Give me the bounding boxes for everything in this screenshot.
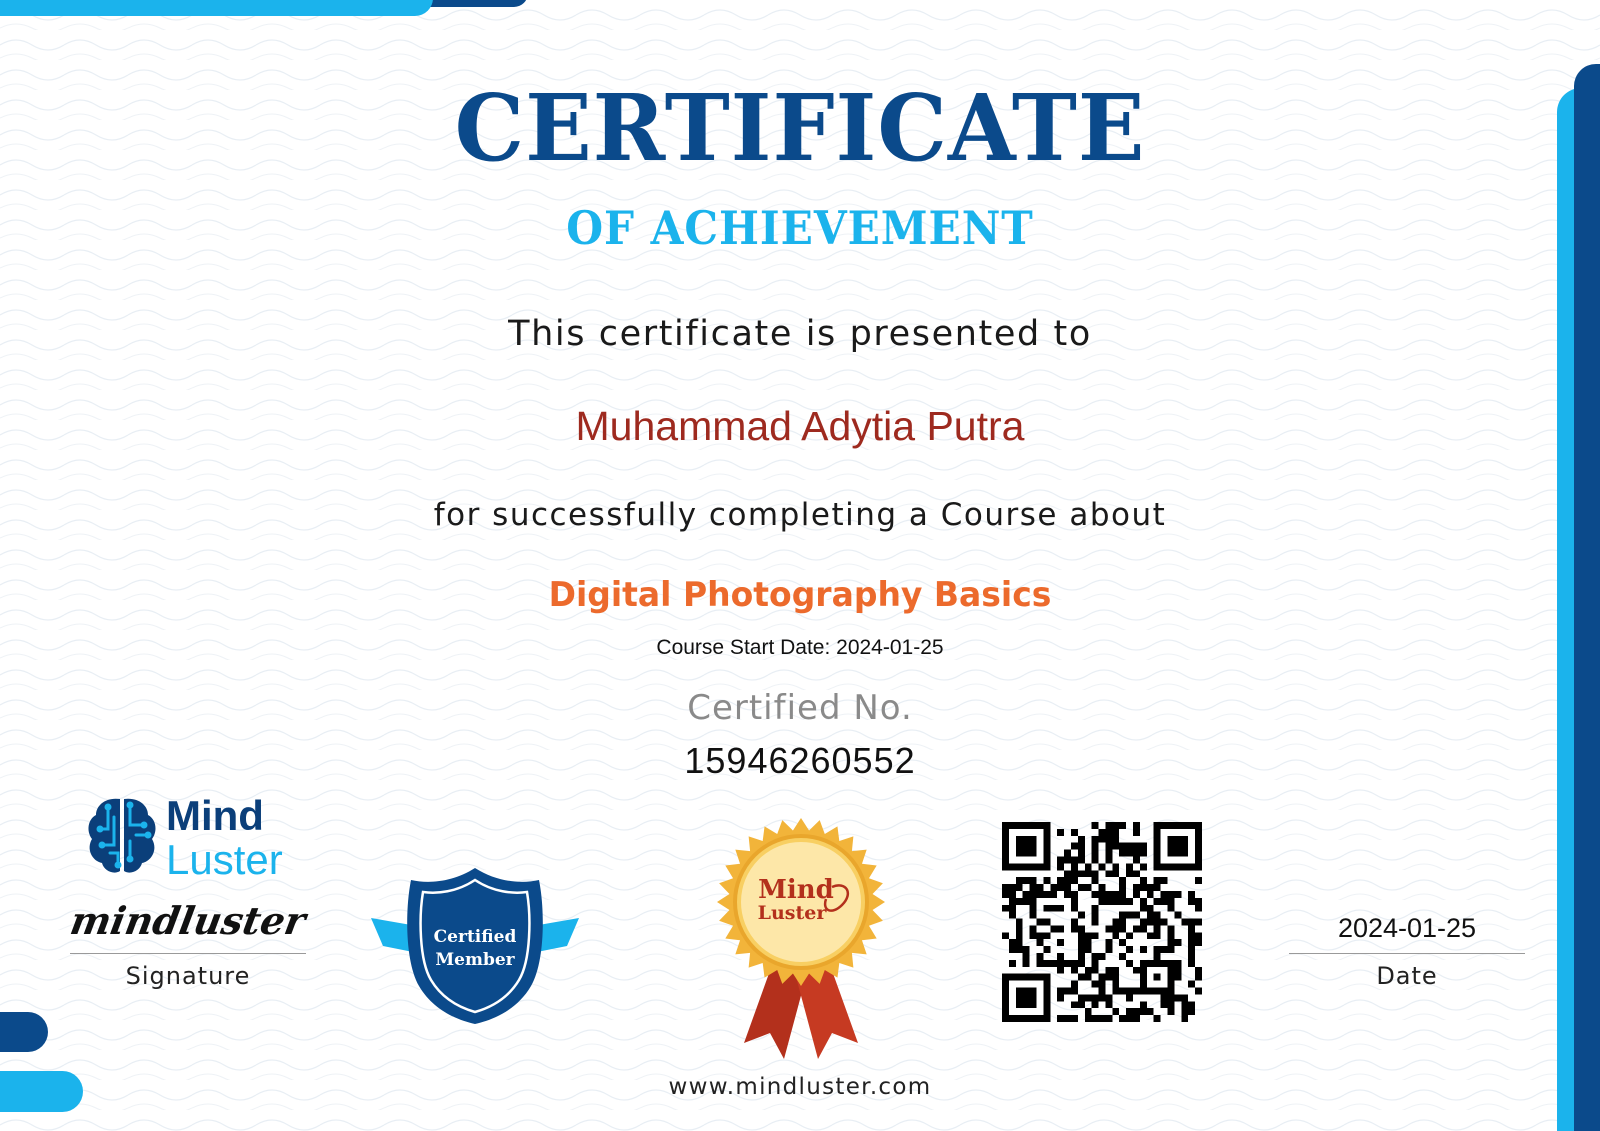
signature-line xyxy=(70,953,306,954)
recipient-name: Muhammad Adytia Putra xyxy=(575,403,1025,449)
logo-mind-text: Mind xyxy=(166,792,264,839)
bottom-left-dark-pill xyxy=(0,1012,48,1052)
date-label: Date xyxy=(1376,962,1438,990)
logo-luster-text: Luster xyxy=(166,836,283,883)
top-light-bar xyxy=(0,0,433,16)
completion-text: for successfully completing a Course about xyxy=(433,497,1167,533)
course-start-date: Course Start Date: 2024-01-25 xyxy=(656,636,944,659)
seal-line2: Luster xyxy=(757,902,827,924)
qr-code-icon xyxy=(1002,822,1202,1022)
certificate-title: CERTIFICATE xyxy=(454,74,1146,182)
brain-circuit-icon xyxy=(86,795,158,875)
seal-line1: Mind xyxy=(758,875,834,905)
right-dark-bar xyxy=(1574,64,1600,1131)
certificate-subtitle: OF ACHIEVEMENT xyxy=(566,201,1034,255)
website-url: www.mindluster.com xyxy=(668,1074,932,1100)
date-line xyxy=(1289,953,1525,954)
certified-number: 15946260552 xyxy=(684,740,916,781)
certified-number-label: Certified No. xyxy=(687,688,913,728)
shield-badge-icon xyxy=(371,866,579,1026)
handwritten-signature: mindluster xyxy=(67,898,309,943)
signature-label: Signature xyxy=(125,962,251,990)
badge-line1: Certified xyxy=(433,927,517,947)
presented-to-text: This certificate is presented to xyxy=(508,314,1092,354)
bottom-left-light-pill xyxy=(0,1071,83,1112)
award-seal-icon xyxy=(714,815,888,1060)
issue-date-value: 2024-01-25 xyxy=(1337,913,1477,943)
mindluster-logo xyxy=(86,792,316,883)
badge-line2: Member xyxy=(435,950,515,970)
course-name: Digital Photography Basics xyxy=(548,575,1052,615)
